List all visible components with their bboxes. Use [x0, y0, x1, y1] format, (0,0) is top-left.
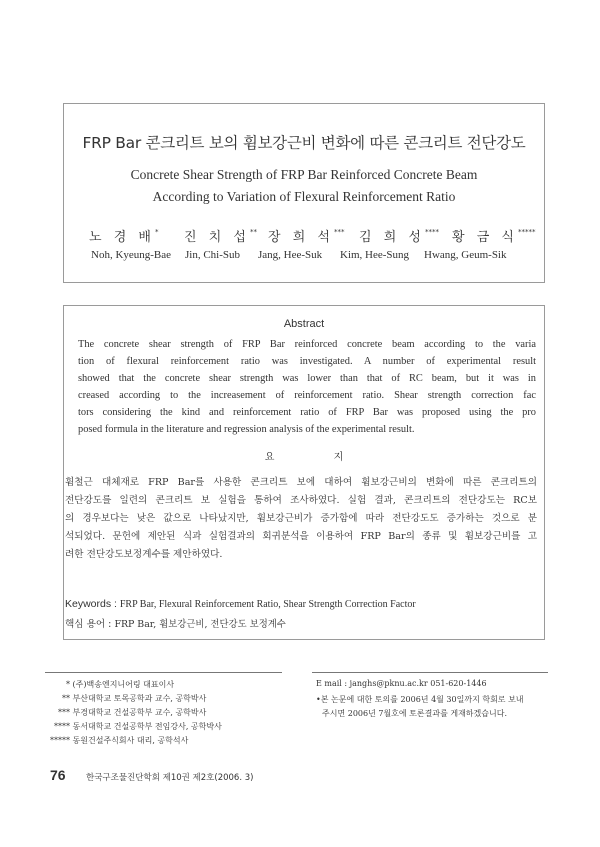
- footnote-author-3: *** 부경대학교 건설공학부 교수, 공학박사: [58, 708, 207, 717]
- author-5-english: Hwang, Geum-Sik: [424, 249, 507, 261]
- title-english-line2: According to Variation of Flexural Reinforcement Ratio: [152, 189, 456, 204]
- author-1-korean: 노 경 배*: [89, 228, 159, 245]
- footnote-divider-left: [45, 672, 282, 673]
- title-english-line1: Concrete Shear Strength of FRP Bar Reinforced Concrete Beam: [130, 167, 478, 182]
- contact-email: E mail : janghs@pknu.ac.kr 051-620-1446: [316, 679, 487, 688]
- footnote-author-2: ** 부산대학교 토목공학과 교수, 공학박사: [62, 694, 207, 703]
- summary-line: 석되었다. 문헌에 제안된 식과 실험결과의 회귀분석을 이용하여 FRP Bar의 종류 및 휨보강근비를 고: [65, 531, 537, 542]
- page-number: 76: [50, 767, 66, 783]
- keywords-ko-value: FRP Bar, 휨보강근비, 전단강도 보정계수: [114, 619, 286, 630]
- summary-heading: 요 지: [264, 452, 372, 463]
- abstract-line: posed formula in the literature and regression analysis of the experimental result.: [78, 424, 415, 435]
- abstract-line: The concrete shear strength of FRP Bar reinforced concrete beam according to the varia: [78, 339, 536, 350]
- author-3-korean: 장 희 석***: [268, 228, 345, 245]
- keywords-ko-label: 핵심 용어 :: [65, 619, 115, 630]
- summary-line: 전단강도를 일련의 콘크리트 보 실험을 통하여 조사하였다. 실험 결과, 콘크리트의 전단강도는 RC보: [65, 495, 537, 506]
- footnote-author-5: ***** 동원건설주식회사 대리, 공학석사: [50, 736, 189, 745]
- author-2-korean: 진 치 섭**: [184, 228, 257, 245]
- footnote-author-4: **** 동서대학교 건설공학부 전임강사, 공학박사: [54, 722, 222, 731]
- author-4-korean: 김 희 성****: [359, 228, 439, 245]
- summary-line: 려한 전단강도보정계수를 제안하였다.: [65, 549, 223, 560]
- summary-line: 의 경우보다는 낮은 값으로 나타났지만, 휨보강근비가 증가함에 따라 전단강도도 증가하는 것으로 분: [65, 513, 537, 524]
- keywords-label: Keywords :: [65, 598, 120, 610]
- discussion-note-line2: 주시면 2006년 7월호에 토론결과를 게재하겠습니다.: [322, 709, 507, 718]
- abstract-line: tion of flexural reinforcement ratio was investigated. A number of experimental result: [78, 356, 536, 367]
- discussion-note-line1: •본 논문에 대한 토의를 2006년 4월 30일까지 학회로 보내: [316, 695, 524, 704]
- journal-citation: 한국구조물진단학회 제10권 제2호(2006. 3): [86, 773, 254, 783]
- author-1-english: Noh, Kyeung-Bae: [91, 249, 172, 261]
- keywords-value: FRP Bar, Flexural Reinforcement Ratio, Shear Strength Correction Factor: [119, 599, 416, 610]
- author-3-english: Jang, Hee-Suk: [258, 249, 323, 261]
- abstract-line: showed that the concrete shear strength was lower than that of RC beam, but it was in: [78, 373, 536, 384]
- title-korean: FRP Bar 콘크리트 보의 휨보강근비 변화에 따른 콘크리트 전단강도: [82, 134, 526, 152]
- summary-line: 휨철근 대체재로 FRP Bar를 사용한 콘크리트 보에 대하여 휨보강근비의 변화에 따른 콘크리트의: [65, 477, 537, 488]
- author-2-english: Jin, Chi-Sub: [185, 249, 241, 261]
- footnote-author-1: * (주)백송엔지니어링 대표이사: [66, 680, 175, 689]
- abstract-heading: Abstract: [283, 318, 325, 330]
- author-4-english: Kim, Hee-Sung: [340, 249, 410, 261]
- abstract-line: creased according to the increasement of reinforcement ratio. Shear strength correction fac: [78, 390, 536, 401]
- keywords-korean: [65, 612, 286, 631]
- author-5-korean: 황 금 식*****: [452, 228, 536, 245]
- abstract-line: tors considering the kind and reinforcement ratio of FRP Bar was proposed using the pro: [78, 407, 536, 418]
- keywords-english: [65, 592, 416, 611]
- footnote-divider-right: [312, 672, 548, 673]
